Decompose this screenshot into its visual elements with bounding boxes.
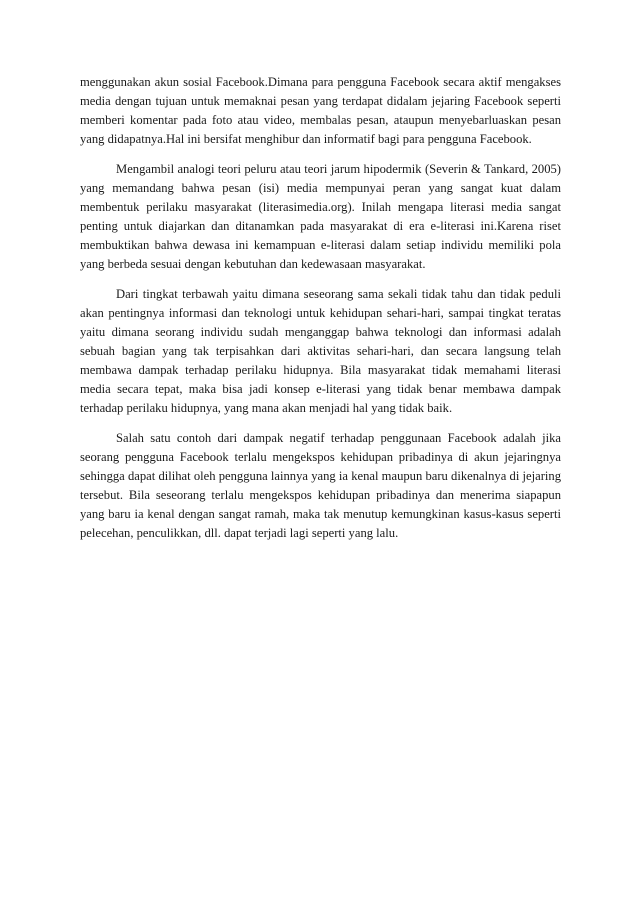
- paragraph-4: Salah satu contoh dari dampak negatif terhadap penggunaan Facebook adalah jika seorang pengguna Facebook terlalu mengekspos kehidupan pribadinya di akun jejaringnya sehingga dapat dilihat oleh pengguna lainnya yang ia kenal maupun baru dikenalnya di jejaring tersebut. Bila seseorang terlalu mengekspos kehidupan pribadinya dan menerima siapapun yang baru ia kenal dengan sangat ramah, maka tak menutup kemungkinan kasus-kasus seperti pelecehan, penculikkan, dll. dapat terjadi lagi seperti yang lalu.: [80, 431, 561, 540]
- document-body: [80, 73, 561, 554]
- paragraph-3: Dari tingkat terbawah yaitu dimana seseorang sama sekali tidak tahu dan tidak peduli akan pentingnya informasi dan teknologi untuk kehidupan sehari-hari, sampai tingkat teratas yaitu dimana seorang individu sudah menganggap bahwa teknologi dan informasi adalah sebuah bagian yang tak terpisahkan dari aktivitas sehari-hari, dan secara langsung telah membawa dampak terhadap perilaku hidupnya. Bila masyarakat tidak memahami literasi media secara tepat, maka bisa jadi konsep e-literasi yang tidak benar membawa dampak terhadap perilaku hidupnya, yang mana akan menjadi hal yang tidak baik.: [80, 287, 561, 415]
- paragraph-continued: menggunakan akun sosial Facebook.Dimana para pengguna Facebook secara aktif mengakses media dengan tujuan untuk memaknai pesan yang terdapat didalam jejaring Facebook seperti memberi komentar pada foto atau video, membalas pesan, ataupun menyebarluaskan pesan yang didapatnya.Hal ini bersifat menghibur dan informatif bagi para pengguna Facebook.: [80, 75, 561, 146]
- paragraph-2: Mengambil analogi teori peluru atau teori jarum hipodermik (Severin & Tankard, 2005) yang memandang bahwa pesan (isi) media mempunyai peran yang sangat kuat dalam membentuk perilaku masyarakat (literasimedia.org). Inilah mengapa literasi media sangat penting untuk diajarkan dan ditanamkan pada masyarakat di era e-literasi ini.Karena riset membuktikan bahwa dewasa ini kemampuan e-literasi dalam setiap individu memiliki pola yang berbeda sesuai dengan kebutuhan dan kedewasaan masyarakat.: [80, 162, 561, 271]
